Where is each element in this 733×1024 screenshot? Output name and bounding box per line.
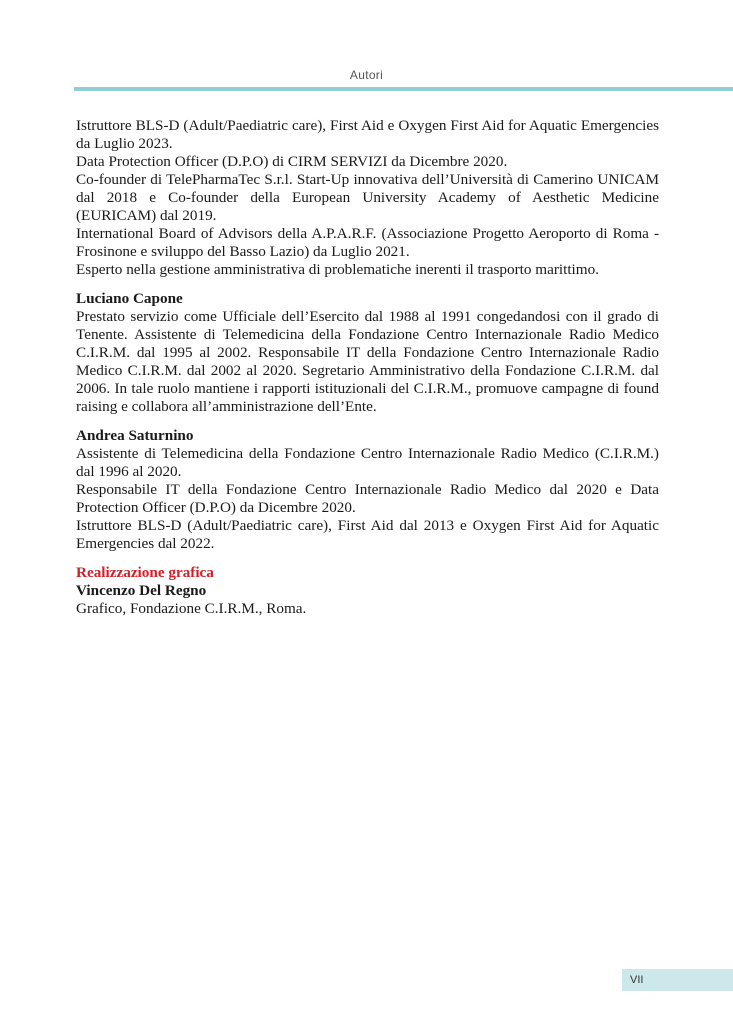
running-header: Autori [349,68,384,82]
bio-paragraph: Data Protection Officer (D.P.O) di CIRM SERVIZI da Dicembre 2020. [76,153,508,170]
page-body [76,117,659,629]
bio-continuation [76,117,659,279]
bio-paragraph: Istruttore BLS-D (Adult/Paediatric care), First Aid dal 2013 e Oxygen First Aid for Aquatic Emergencies dal 2022. [76,517,659,552]
bio-paragraph: Co-founder di TelePharmaTec S.r.l. Start-Up innovativa dell’Università di Camerino UNICAM dal 2018 e Co-founder della European University Academy of Aesthetic Medicine (EURICAM) dal 2019. [76,171,659,224]
bio-del-regno [76,582,659,618]
bio-paragraph: Grafico, Fondazione C.I.R.M., Roma. [76,600,307,617]
bio-capone [76,290,659,416]
author-name: Andrea Saturnino [76,427,194,444]
bio-paragraph: Istruttore BLS-D (Adult/Paediatric care), First Aid e Oxygen First Aid for Aquatic Emergencies da Luglio 2023. [76,117,659,152]
bio-paragraph: Responsabile IT della Fondazione Centro Internazionale Radio Medico dal 2020 e Data Protection Officer (D.P.O) da Dicembre 2020. [76,481,659,516]
header-rule [74,87,733,91]
bio-paragraph: Assistente di Telemedicina della Fondazione Centro Internazionale Radio Medico (C.I.R.M.) dal 1996 al 2020. [76,445,659,480]
section-heading: Realizzazione grafica [76,564,214,581]
page-number: VII [622,969,733,991]
author-name: Vincenzo Del Regno [76,582,207,599]
bio-paragraph: International Board of Advisors della A.P.A.R.F. (Associazione Progetto Aeroporto di Roma - Frosinone e sviluppo del Basso Lazio) da Luglio 2021. [76,225,659,260]
bio-paragraph: Esperto nella gestione amministrativa di problematiche inerenti il trasporto marittimo. [76,261,599,278]
bio-saturnino [76,427,659,553]
author-name: Luciano Capone [76,290,183,307]
bio-paragraph: Prestato servizio come Ufficiale dell’Esercito dal 1988 al 1991 congedandosi con il grado di Tenente. Assistente di Telemedicina della Fondazione Centro Internazionale Radio Medico C.I.R.M. dal 1995 al 2002. Responsabile IT della Fondazione Centro Internazionale Radio Medico C.I.R.M. dal 2002 al 2020. Segretario Amministrativo della Fondazione C.I.R.M. dal 2006. In tale ruolo mantiene i rapporti istituzionali del C.I.R.M., promuove campagne di found raising e collabora all’amministrazione dell’Ente. [76,308,659,415]
